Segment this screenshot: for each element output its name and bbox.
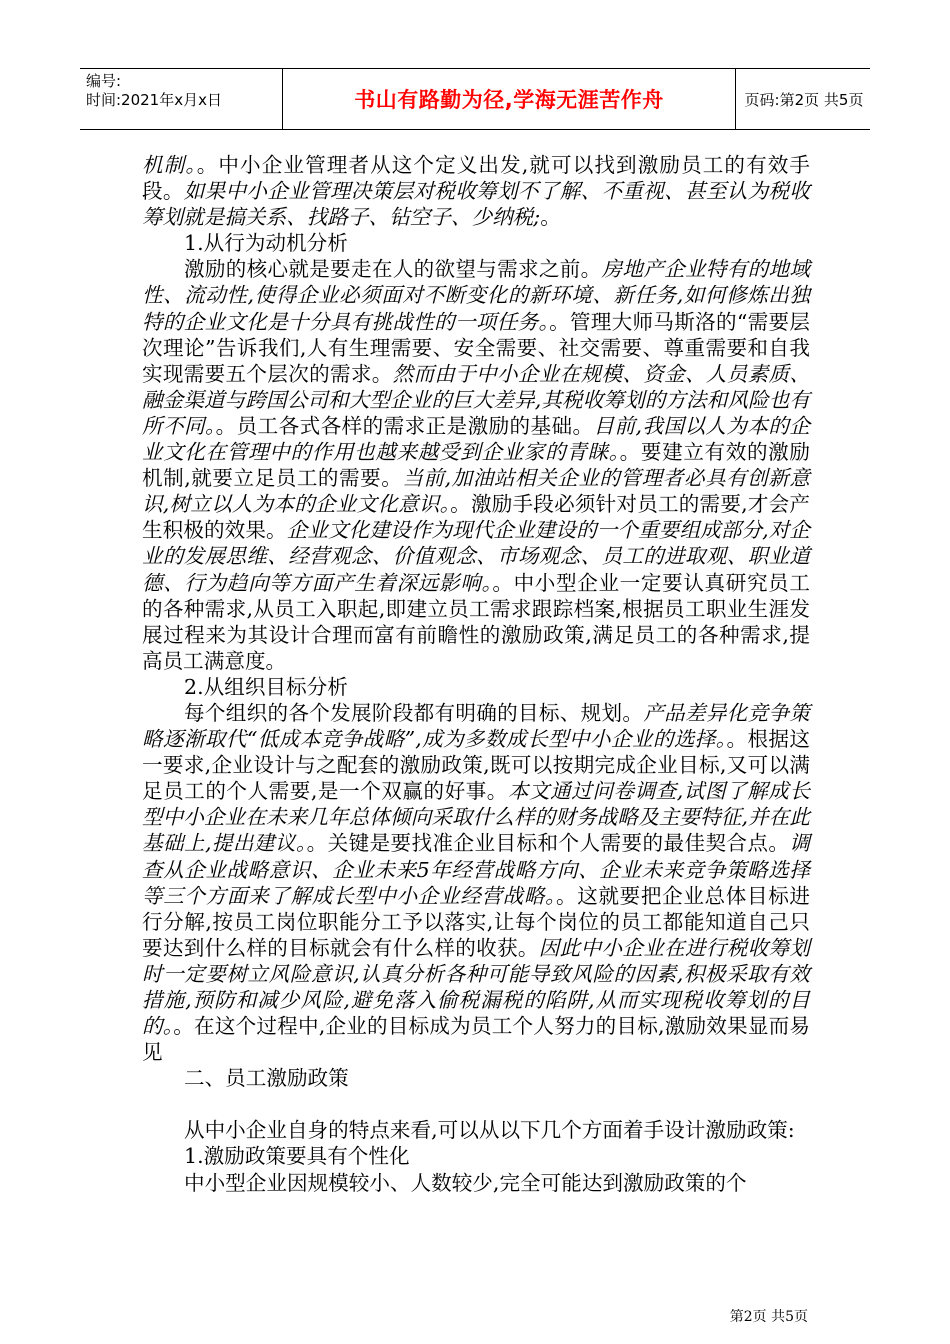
document-body [142,152,810,1196]
body-text: 。中小企业管理者从这个定义出发,就可以找到激励员工的有效手段。 [142,153,811,204]
blank-line [142,1091,810,1117]
page-footer: 第2页 共5页 [729,1309,808,1325]
paragraph-policy-intro: 从中小企业自身的特点来看,可以从以下几个方面着手设计激励政策: [184,1118,795,1143]
paragraph-personalization: 中小型企业因规模较小、人数较少,完全可能达到激励政策的个 [184,1170,747,1195]
italic-text: 调查从企业战略意识、企业未来5年经营战略方向、企业未来竞争策略选择等三个方面来了解成长型中小企业经营战略。 [142,831,811,908]
italic-text: 机制。 [142,153,197,177]
header-motto: 书山有路勤为径,学海无涯苦作舟 [282,69,736,129]
italic-text: 目前,我国以人为本的企业文化在管理中的作用也越来越受到企业家的青睐。 [142,413,810,465]
page-header [80,68,870,130]
header-time-label: 时间:2021年x月x日 [86,91,222,109]
body-text: 。中小型企业一定要认真研究员工的各种需求,从员工入职起,即建立员工需求跟踪档案,根据员工职业生涯发展过程来为其设计合理而富有前瞻性的激励政策,满足员工的各种需求,提高员工满意度。 [142,570,810,673]
italic-text: 本文通过问卷调查,试图了解成长型中小企业在未来几年总体倾向采取什么样的财务战略及主要特征,并在此基础上,提出建议。 [142,779,810,856]
body-text: 。员工各式各样的需求正是激励的基础。 [215,413,594,438]
italic-text: 当前,加油站相关企业的管理者必具有创新意识,树立以人为本的企业文化意识。 [142,466,810,517]
italic-text: 企业文化建设作为现代企业建设的一个重要组成部分,对企业的发展思维、经营观念、价值观念、市场观念、员工的进取观、职业道德、行为趋向等方面产生着深远影响。 [142,518,811,595]
italic-text: 因此中小企业在进行税收筹划时一定要树立风险意识,认真分析各种可能导致风险的因素,积极采取有效措施,预防和减少风险,避免落入偷税漏税的陷阱,从而实现税收筹划的目的。 [142,935,810,1039]
section-heading-2: 2.从组织目标分析 [184,674,348,699]
section-heading-4: 1.激励政策要具有个性化 [184,1144,410,1169]
header-meta [80,69,282,129]
header-page-label: 页码:第2页 共5页 [744,90,864,109]
paragraph-goals [142,700,810,1065]
paragraph-motivation [142,256,810,674]
italic-text: 然而由于中小企业在规模、资金、人员素质、融金渠道与跨国公司和大型企业的巨大差异,其税收筹划的方法和风险也有所不同。 [142,361,810,438]
body-text: 。在这个过程中,企业的目标成为员工个人努力的目标,激励效果显而易见 [142,1014,810,1065]
body-text: 。根据这一要求,企业设计与之配套的激励政策,既可以按期完成企业目标,又可以满足员工的个人需要,是一个双赢的好事。 [142,727,810,804]
body-text: 。 [540,205,561,230]
italic-text: 产品差异化竞争策略逐渐取代“低成本竞争战略”,成为多数成长型中小企业的选择。 [142,700,811,752]
body-text: 。这就要把企业总体目标进行分解,按员工岗位职能分工予以落实,让每个岗位的员工都能知道自己只要达到什么样的目标就会有什么样的收获。 [142,883,811,960]
body-text: 。关键是要找准企业目标和个人需要的最佳契合点。 [306,831,790,856]
paragraph-intro [142,152,810,230]
header-number-label: 编号: [86,72,122,90]
body-text: 每个组织的各个发展阶段都有明确的目标、规划。 [184,700,644,725]
body-text: 。要建立有效的激励机制,就要立足员工的需要。 [142,440,810,491]
body-text: 。激励手段必须针对员工的需要,才会产生积极的效果。 [142,492,811,543]
body-text: 。管理大师马斯洛的“需要层次理论”告诉我们,人有生理需要、安全需要、社交需要、尊重需要和自我实现需要五个层次的需求。 [142,309,811,386]
italic-text: 房地产企业特有的地域性、流动性,使得企业必须面对不断变化的新环境、新任务,如何修炼出独特的企业文化是十分具有挑战性的一项任务。 [142,257,811,334]
body-text: 激励的核心就是要走在人的欲望与需求之前。 [184,257,602,282]
section-heading-1: 1.从行为动机分析 [184,231,348,256]
italic-text: 如果中小企业管理决策层对税收筹划不了解、不重视、甚至认为税收筹划就是搞关系、找路子、钻空子、少纳税; [142,179,811,230]
section-heading-3: 二、员工激励政策 [184,1066,349,1091]
